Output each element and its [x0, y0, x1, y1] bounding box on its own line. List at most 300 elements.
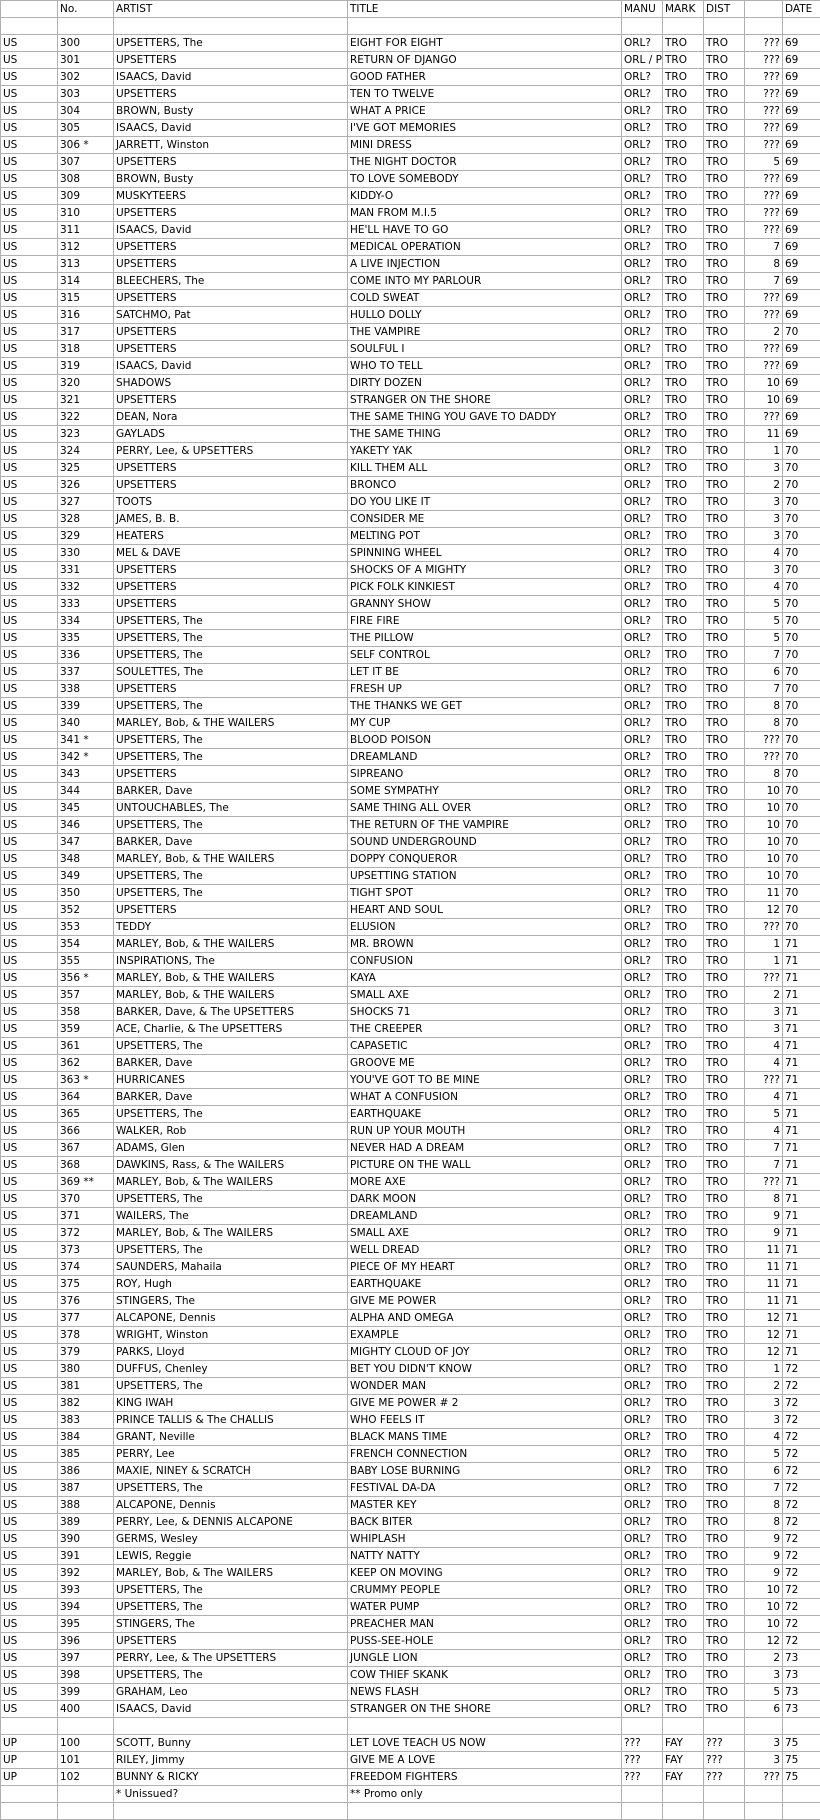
number-cell: 357 [58, 987, 114, 1004]
month-cell: ??? [745, 307, 783, 324]
dist-cell: TRO [704, 664, 745, 681]
artist-cell: SHADOWS [114, 375, 348, 392]
table-row [1, 1361, 820, 1378]
series-cell: US [1, 783, 58, 800]
month-cell: 4 [745, 1123, 783, 1140]
month-cell: ??? [745, 52, 783, 69]
month-cell: 11 [745, 1276, 783, 1293]
series-cell: US [1, 596, 58, 613]
dist-cell: TRO [704, 1208, 745, 1225]
month-cell: 8 [745, 1191, 783, 1208]
title-cell: SOUND UNDERGROUND [348, 834, 622, 851]
month-cell: ??? [745, 358, 783, 375]
month-cell: 9 [745, 1531, 783, 1548]
date-cell: 70 [783, 630, 820, 647]
mark-cell: FAY [663, 1735, 704, 1752]
manu-cell: ORL? [622, 528, 663, 545]
number-cell: 321 [58, 392, 114, 409]
series-cell: US [1, 341, 58, 358]
table-row [1, 1123, 820, 1140]
mark-cell: TRO [663, 919, 704, 936]
month-cell: 5 [745, 596, 783, 613]
manu-cell: ORL? [622, 1650, 663, 1667]
manu-cell: ORL? [622, 511, 663, 528]
dist-cell: TRO [704, 1616, 745, 1633]
artist-cell: ALCAPONE, Dennis [114, 1310, 348, 1327]
title-cell: CAPASETIC [348, 1038, 622, 1055]
artist-cell: UNTOUCHABLES, The [114, 800, 348, 817]
number-cell: 342 * [58, 749, 114, 766]
table-row [1, 1293, 820, 1310]
mark-cell: TRO [663, 239, 704, 256]
month-cell: 10 [745, 834, 783, 851]
month-cell: 10 [745, 392, 783, 409]
title-cell: THE RETURN OF THE VAMPIRE [348, 817, 622, 834]
table-row [1, 1378, 820, 1395]
artist-cell: UPSETTERS, The [114, 630, 348, 647]
dist-cell: TRO [704, 392, 745, 409]
artist-cell: * Unissued? [114, 1786, 348, 1803]
series-cell: US [1, 817, 58, 834]
manu-cell [622, 1718, 663, 1735]
mark-cell: TRO [663, 630, 704, 647]
dist-cell: TRO [704, 137, 745, 154]
number-cell: 356 * [58, 970, 114, 987]
series-cell: US [1, 443, 58, 460]
series-cell: US [1, 885, 58, 902]
series-cell: US [1, 1582, 58, 1599]
mark-cell: TRO [663, 1497, 704, 1514]
table-row [1, 1446, 820, 1463]
title-cell: NEVER HAD A DREAM [348, 1140, 622, 1157]
series-cell: US [1, 936, 58, 953]
month-cell: 5 [745, 1684, 783, 1701]
series-cell: US [1, 1208, 58, 1225]
table-row [1, 664, 820, 681]
date-cell: DATE [783, 1, 820, 18]
table-row [1, 103, 820, 120]
title-cell: LET IT BE [348, 664, 622, 681]
month-cell: ??? [745, 120, 783, 137]
date-cell: 71 [783, 1327, 820, 1344]
manu-cell: ORL? [622, 426, 663, 443]
manu-cell: ORL? [622, 1191, 663, 1208]
artist-cell: PERRY, Lee, & DENNIS ALCAPONE [114, 1514, 348, 1531]
artist-cell: UPSETTERS, The [114, 1667, 348, 1684]
number-cell: 354 [58, 936, 114, 953]
title-cell: BACK BITER [348, 1514, 622, 1531]
series-cell: US [1, 307, 58, 324]
dist-cell: TRO [704, 52, 745, 69]
month-cell: 4 [745, 579, 783, 596]
title-cell: BLOOD POISON [348, 732, 622, 749]
date-cell: 69 [783, 52, 820, 69]
artist-cell: MARLEY, Bob, & THE WAILERS [114, 851, 348, 868]
series-cell: US [1, 69, 58, 86]
artist-cell: UPSETTERS [114, 460, 348, 477]
dist-cell: TRO [704, 1582, 745, 1599]
mark-cell: MARK [663, 1, 704, 18]
table-row [1, 698, 820, 715]
series-cell: US [1, 902, 58, 919]
series-cell: US [1, 239, 58, 256]
table-row [1, 358, 820, 375]
artist-cell: UPSETTERS [114, 205, 348, 222]
month-cell: 4 [745, 1429, 783, 1446]
table-row [1, 800, 820, 817]
artist-cell: UPSETTERS, The [114, 868, 348, 885]
table-row [1, 1106, 820, 1123]
dist-cell: TRO [704, 494, 745, 511]
dist-cell: ??? [704, 1769, 745, 1786]
mark-cell: TRO [663, 477, 704, 494]
number-cell: 330 [58, 545, 114, 562]
header-row [1, 1, 820, 18]
manu-cell: ORL? [622, 1123, 663, 1140]
number-cell: 100 [58, 1735, 114, 1752]
table-row [1, 1718, 820, 1735]
month-cell: 11 [745, 1293, 783, 1310]
dist-cell: TRO [704, 1650, 745, 1667]
manu-cell: ORL? [622, 749, 663, 766]
manu-cell: ORL? [622, 1259, 663, 1276]
month-cell [745, 1803, 783, 1820]
number-cell: 308 [58, 171, 114, 188]
title-cell: WHIPLASH [348, 1531, 622, 1548]
number-cell: 362 [58, 1055, 114, 1072]
manu-cell: ORL? [622, 936, 663, 953]
number-cell: 316 [58, 307, 114, 324]
date-cell: 70 [783, 511, 820, 528]
table-row [1, 1514, 820, 1531]
mark-cell: TRO [663, 460, 704, 477]
month-cell: 12 [745, 1633, 783, 1650]
title-cell: KEEP ON MOVING [348, 1565, 622, 1582]
series-cell: US [1, 256, 58, 273]
artist-cell: UPSETTERS, The [114, 885, 348, 902]
mark-cell: TRO [663, 1174, 704, 1191]
manu-cell: ORL? [622, 256, 663, 273]
mark-cell: TRO [663, 647, 704, 664]
table-row [1, 1344, 820, 1361]
month-cell: 12 [745, 1327, 783, 1344]
dist-cell: TRO [704, 1684, 745, 1701]
title-cell: MAN FROM M.I.5 [348, 205, 622, 222]
manu-cell: ORL? [622, 715, 663, 732]
mark-cell: TRO [663, 1582, 704, 1599]
table-row [1, 154, 820, 171]
date-cell: 69 [783, 188, 820, 205]
dist-cell: TRO [704, 1395, 745, 1412]
number-cell: 319 [58, 358, 114, 375]
manu-cell: ORL? [622, 1582, 663, 1599]
manu-cell: ORL? [622, 1293, 663, 1310]
number-cell: 384 [58, 1429, 114, 1446]
series-cell: US [1, 698, 58, 715]
manu-cell: ORL? [622, 1446, 663, 1463]
artist-cell: GERMS, Wesley [114, 1531, 348, 1548]
date-cell: 75 [783, 1735, 820, 1752]
number-cell: 372 [58, 1225, 114, 1242]
series-cell [1, 18, 58, 35]
number-cell: 327 [58, 494, 114, 511]
artist-cell: UPSETTERS, The [114, 1582, 348, 1599]
number-cell: 348 [58, 851, 114, 868]
artist-cell: UPSETTERS [114, 902, 348, 919]
title-cell: THE SAME THING YOU GAVE TO DADDY [348, 409, 622, 426]
dist-cell: TRO [704, 902, 745, 919]
series-cell [1, 1803, 58, 1820]
series-cell: US [1, 1106, 58, 1123]
month-cell: 2 [745, 1378, 783, 1395]
title-cell: SMALL AXE [348, 987, 622, 1004]
number-cell: 352 [58, 902, 114, 919]
artist-cell: ISAACS, David [114, 358, 348, 375]
series-cell: US [1, 987, 58, 1004]
artist-cell: UPSETTERS, The [114, 1599, 348, 1616]
series-cell: US [1, 1293, 58, 1310]
number-cell: 380 [58, 1361, 114, 1378]
mark-cell: TRO [663, 715, 704, 732]
date-cell: 70 [783, 545, 820, 562]
dist-cell: TRO [704, 1242, 745, 1259]
date-cell: 69 [783, 120, 820, 137]
title-cell: TITLE [348, 1, 622, 18]
date-cell: 75 [783, 1769, 820, 1786]
table-row [1, 868, 820, 885]
series-cell: US [1, 1531, 58, 1548]
manu-cell: ORL? [622, 375, 663, 392]
table-row [1, 1055, 820, 1072]
mark-cell: TRO [663, 970, 704, 987]
month-cell: ??? [745, 171, 783, 188]
mark-cell: TRO [663, 307, 704, 324]
artist-cell [114, 18, 348, 35]
date-cell: 71 [783, 1208, 820, 1225]
mark-cell: TRO [663, 1412, 704, 1429]
artist-cell: PERRY, Lee, & The UPSETTERS [114, 1650, 348, 1667]
title-cell: WATER PUMP [348, 1599, 622, 1616]
number-cell: 399 [58, 1684, 114, 1701]
number-cell: 338 [58, 681, 114, 698]
artist-cell: JAMES, B. B. [114, 511, 348, 528]
table-row [1, 613, 820, 630]
date-cell: 71 [783, 1123, 820, 1140]
series-cell: US [1, 647, 58, 664]
series-cell: US [1, 52, 58, 69]
artist-cell: UPSETTERS [114, 154, 348, 171]
manu-cell: ORL? [622, 477, 663, 494]
month-cell: 4 [745, 1089, 783, 1106]
table-row [1, 494, 820, 511]
series-cell: US [1, 1242, 58, 1259]
manu-cell: ORL? [622, 1633, 663, 1650]
series-cell: US [1, 1514, 58, 1531]
month-cell: 10 [745, 800, 783, 817]
dist-cell: TRO [704, 69, 745, 86]
title-cell: MORE AXE [348, 1174, 622, 1191]
table-row [1, 987, 820, 1004]
month-cell: ??? [745, 137, 783, 154]
title-cell: KAYA [348, 970, 622, 987]
date-cell: 70 [783, 324, 820, 341]
dist-cell: TRO [704, 1463, 745, 1480]
table-row [1, 290, 820, 307]
series-cell: US [1, 1650, 58, 1667]
date-cell: 73 [783, 1650, 820, 1667]
manu-cell: ORL? [622, 222, 663, 239]
manu-cell: ORL? [622, 273, 663, 290]
title-cell: KILL THEM ALL [348, 460, 622, 477]
month-cell: 3 [745, 562, 783, 579]
dist-cell: TRO [704, 1531, 745, 1548]
title-cell: SHOCKS OF A MIGHTY [348, 562, 622, 579]
number-cell: 378 [58, 1327, 114, 1344]
table-row [1, 545, 820, 562]
month-cell: ??? [745, 103, 783, 120]
dist-cell: TRO [704, 885, 745, 902]
mark-cell [663, 1718, 704, 1735]
title-cell: DIRTY DOZEN [348, 375, 622, 392]
series-cell: US [1, 1276, 58, 1293]
series-cell: US [1, 868, 58, 885]
dist-cell: TRO [704, 1140, 745, 1157]
number-cell [58, 1718, 114, 1735]
manu-cell: ORL? [622, 987, 663, 1004]
date-cell: 71 [783, 1106, 820, 1123]
dist-cell: TRO [704, 1157, 745, 1174]
dist-cell: TRO [704, 613, 745, 630]
artist-cell: BARKER, Dave [114, 1055, 348, 1072]
dist-cell: TRO [704, 834, 745, 851]
mark-cell: TRO [663, 1633, 704, 1650]
artist-cell: PERRY, Lee, & UPSETTERS [114, 443, 348, 460]
title-cell: GROOVE ME [348, 1055, 622, 1072]
manu-cell: ORL? [622, 1463, 663, 1480]
table-row [1, 528, 820, 545]
title-cell: SHOCKS 71 [348, 1004, 622, 1021]
month-cell: 12 [745, 1344, 783, 1361]
series-cell: US [1, 1072, 58, 1089]
table-row [1, 1276, 820, 1293]
artist-cell: BUNNY & RICKY [114, 1769, 348, 1786]
dist-cell: TRO [704, 1429, 745, 1446]
dist-cell: TRO [704, 324, 745, 341]
number-cell: 337 [58, 664, 114, 681]
number-cell: 376 [58, 1293, 114, 1310]
mark-cell: TRO [663, 358, 704, 375]
table-row [1, 681, 820, 698]
dist-cell: TRO [704, 545, 745, 562]
dist-cell: TRO [704, 120, 745, 137]
mark-cell: TRO [663, 1395, 704, 1412]
title-cell: LET LOVE TEACH US NOW [348, 1735, 622, 1752]
number-cell: 374 [58, 1259, 114, 1276]
month-cell: ??? [745, 35, 783, 52]
series-cell: US [1, 137, 58, 154]
manu-cell: ORL? [622, 817, 663, 834]
mark-cell: TRO [663, 749, 704, 766]
date-cell: 70 [783, 817, 820, 834]
table-row [1, 783, 820, 800]
artist-cell: ARTIST [114, 1, 348, 18]
dist-cell: TRO [704, 936, 745, 953]
manu-cell: ORL? [622, 239, 663, 256]
dist-cell: TRO [704, 698, 745, 715]
series-cell: US [1, 324, 58, 341]
date-cell: 69 [783, 375, 820, 392]
title-cell: GIVE ME POWER # 2 [348, 1395, 622, 1412]
date-cell: 70 [783, 885, 820, 902]
number-cell: 340 [58, 715, 114, 732]
manu-cell: ORL? [622, 103, 663, 120]
table-row [1, 443, 820, 460]
number-cell: 349 [58, 868, 114, 885]
number-cell: 343 [58, 766, 114, 783]
dist-cell: TRO [704, 1191, 745, 1208]
dist-cell: TRO [704, 987, 745, 1004]
manu-cell [622, 1803, 663, 1820]
series-cell: US [1, 409, 58, 426]
date-cell: 72 [783, 1463, 820, 1480]
title-cell: GIVE ME A LOVE [348, 1752, 622, 1769]
series-cell [1, 1786, 58, 1803]
number-cell: 363 * [58, 1072, 114, 1089]
number-cell: 353 [58, 919, 114, 936]
dist-cell: TRO [704, 290, 745, 307]
artist-cell: UPSETTERS [114, 256, 348, 273]
title-cell: JUNGLE LION [348, 1650, 622, 1667]
date-cell: 70 [783, 919, 820, 936]
month-cell: 1 [745, 1361, 783, 1378]
date-cell: 70 [783, 800, 820, 817]
mark-cell: TRO [663, 120, 704, 137]
mark-cell: TRO [663, 205, 704, 222]
date-cell: 69 [783, 205, 820, 222]
artist-cell: JARRETT, Winston [114, 137, 348, 154]
month-cell: 11 [745, 1259, 783, 1276]
series-cell: US [1, 477, 58, 494]
dist-cell: TRO [704, 1599, 745, 1616]
mark-cell: TRO [663, 800, 704, 817]
manu-cell: ORL? [622, 120, 663, 137]
date-cell: 71 [783, 1072, 820, 1089]
manu-cell: ORL? [622, 868, 663, 885]
title-cell: COME INTO MY PARLOUR [348, 273, 622, 290]
month-cell: 3 [745, 1004, 783, 1021]
mark-cell: TRO [663, 732, 704, 749]
month-cell: ??? [745, 919, 783, 936]
mark-cell: TRO [663, 1599, 704, 1616]
title-cell: PIECE OF MY HEART [348, 1259, 622, 1276]
artist-cell: ISAACS, David [114, 120, 348, 137]
table-row [1, 970, 820, 987]
title-cell: I'VE GOT MEMORIES [348, 120, 622, 137]
artist-cell: UPSETTERS, The [114, 1038, 348, 1055]
dist-cell: TRO [704, 715, 745, 732]
table-row [1, 1038, 820, 1055]
manu-cell: ORL? [622, 1616, 663, 1633]
number-cell: 317 [58, 324, 114, 341]
series-cell: US [1, 919, 58, 936]
table-row [1, 1157, 820, 1174]
manu-cell: ORL? [622, 1106, 663, 1123]
date-cell: 73 [783, 1684, 820, 1701]
dist-cell: TRO [704, 358, 745, 375]
dist-cell: TRO [704, 817, 745, 834]
artist-cell: MARLEY, Bob, & The WAILERS [114, 1225, 348, 1242]
month-cell: 7 [745, 681, 783, 698]
